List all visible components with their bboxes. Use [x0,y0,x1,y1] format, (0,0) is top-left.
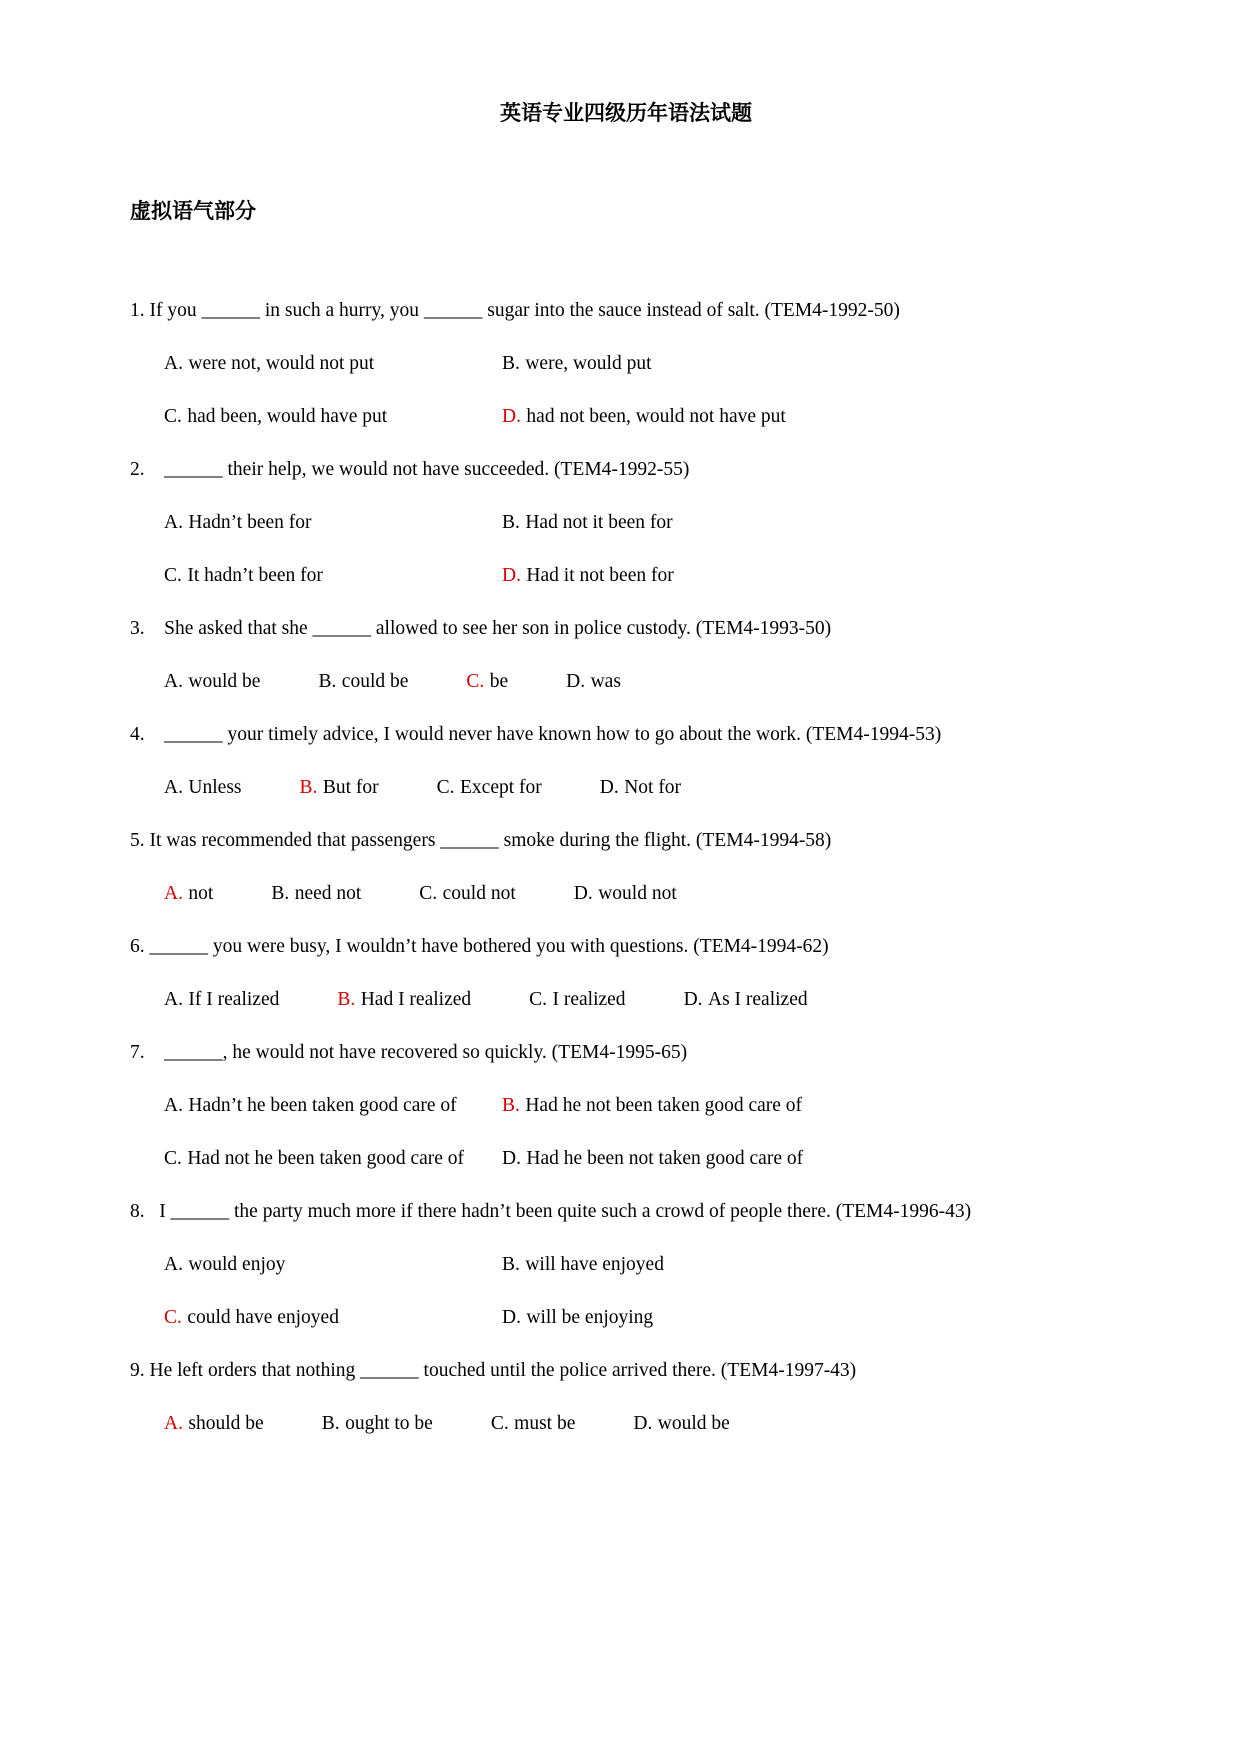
option-row [130,390,1122,443]
option-row [130,761,1122,814]
option-text: would enjoy [188,1254,286,1275]
option-row [130,1291,1122,1344]
option-row [130,1397,1122,1450]
option-letter: D. [502,406,521,427]
option-letter: C. [164,406,182,427]
question-block [130,602,1122,708]
option-letter: B. [318,671,337,692]
option-text: If I realized [188,989,280,1010]
option-row [130,867,1122,920]
option-letter: D. [599,777,619,798]
option-row [130,549,1122,602]
question-block [130,284,1122,443]
option [502,512,673,533]
question-stem: 6. ______ you were busy, I wouldn’t have bothered you with questions. (TEM4-1994-62) [130,936,829,957]
option-text: Not for [624,777,682,798]
option [164,1397,264,1450]
option-text: be [489,671,509,692]
option-text: should be [188,1413,264,1434]
option-text: had not been, would not have put [526,406,786,427]
question-block [130,1344,1122,1450]
page-title: 英语专业四级历年语法试题 [500,101,752,125]
option-letter: D. [633,1413,653,1434]
option-text: Had I realized [360,989,472,1010]
option-letter: A. [164,1095,183,1116]
option [502,565,674,586]
option-row [130,1238,1122,1291]
option [437,761,542,814]
option-letter: B. [502,1095,520,1116]
option [164,390,502,443]
option-text: were not, would not put [188,353,375,374]
option-letter: C. [436,777,455,798]
option-letter: C. [466,671,485,692]
option-text: Had he been not taken good care of [526,1148,804,1169]
option [164,1238,502,1291]
option-text: Except for [460,777,542,798]
option-row [130,496,1122,549]
option-text: must be [514,1413,576,1434]
option-text: would not [598,883,677,904]
option-text: could not [442,883,516,904]
option [600,761,681,814]
option [164,973,279,1026]
option-text: I realized [552,989,626,1010]
option-text: could have enjoyed [187,1307,339,1328]
question-stem: 7. ______, he would not have recovered so quickly. (TEM4-1995-65) [130,1042,688,1063]
option-text: need not [294,883,362,904]
option-letter: A. [164,883,183,904]
option-letter: D. [683,989,703,1010]
option [502,406,786,427]
option-letter: D. [502,565,521,586]
option-text: was [590,671,621,692]
section-heading: 虚拟语气部分 [130,199,256,223]
option-text: not [188,883,214,904]
question-block [130,1026,1122,1185]
option [337,973,471,1026]
option [574,867,677,920]
option-text: would be [188,671,261,692]
option-letter: B. [321,1413,340,1434]
option-text: will be enjoying [526,1307,654,1328]
question-block [130,708,1122,814]
option [419,867,515,920]
option-letter: D. [573,883,593,904]
option [502,1095,802,1116]
option-row [130,1079,1122,1132]
option [164,655,260,708]
question-stem: 5. It was recommended that passengers ______ smoke during the flight. (TEM4-1994-58) [130,830,832,851]
option [633,1397,729,1450]
option-text: Hadn’t he been taken good care of [188,1095,457,1116]
option [529,973,625,1026]
option-text: Had not it been for [525,512,673,533]
option-text: were, would put [525,353,652,374]
option-text: But for [322,777,379,798]
option-text: As I realized [707,989,808,1010]
option-text: Had not he been taken good care of [187,1148,465,1169]
option-letter: C. [164,1148,182,1169]
option [322,1397,433,1450]
question-stem: 2. ______ their help, we would not have succeeded. (TEM4-1992-55) [130,459,690,480]
option-row [130,655,1122,708]
option-letter: B. [502,353,520,374]
option-letter: A. [164,1413,183,1434]
option-letter: A. [164,512,183,533]
option-letter: D. [502,1148,521,1169]
question-stem: 4. ______ your timely advice, I would never have known how to go about the work. (TEM4-1994-53) [130,724,942,745]
option-text: Had it not been for [526,565,674,586]
option [318,655,408,708]
option-text: ought to be [345,1413,433,1434]
option-letter: D. [566,671,586,692]
option-letter: A. [164,989,183,1010]
option-letter: C. [164,1307,182,1328]
option [164,549,502,602]
option-row [130,1132,1122,1185]
option [491,1397,576,1450]
question-stem: 3. She asked that she ______ allowed to see her son in police custody. (TEM4-1993-50) [130,618,832,639]
option-letter: B. [502,1254,520,1275]
question-stem: 8. I ______ the party much more if there hadn’t been quite such a crowd of people there. (TEM4-1996-43) [130,1201,972,1222]
option-text: Hadn’t been for [188,512,312,533]
option [502,1254,664,1275]
option-text: had been, would have put [187,406,388,427]
option-text: could be [341,671,409,692]
option [502,1307,653,1328]
option [164,1291,502,1344]
option-letter: A. [164,777,183,798]
option-letter: B. [337,989,356,1010]
option [271,867,361,920]
option-letter: C. [419,883,438,904]
option [466,655,508,708]
option-letter: B. [271,883,290,904]
option [502,1148,803,1169]
question-block [130,443,1122,602]
option [566,655,621,708]
option [164,337,502,390]
option-text: It hadn’t been for [187,565,323,586]
option [164,1132,502,1185]
question-block [130,920,1122,1026]
option-text: Unless [188,777,242,798]
option-row [130,973,1122,1026]
option-row [130,337,1122,390]
option-letter: D. [502,1307,521,1328]
option-letter: C. [164,565,182,586]
option [164,1079,502,1132]
option-text: would be [657,1413,730,1434]
option-letter: B. [299,777,318,798]
option [164,867,213,920]
question-stem: 1. If you ______ in such a hurry, you ______ sugar into the sauce instead of salt. (TEM4-1992-50) [130,300,900,321]
option [502,353,652,374]
option [164,496,502,549]
option [164,761,242,814]
question-list [130,284,1122,1450]
option-text: Had he not been taken good care of [525,1095,803,1116]
option-letter: B. [502,512,520,533]
option-letter: A. [164,353,183,374]
option-letter: C. [490,1413,509,1434]
question-block [130,1185,1122,1344]
question-stem: 9. He left orders that nothing ______ touched until the police arrived there. (TEM4-1997-43) [130,1360,857,1381]
option [684,973,808,1026]
option-letter: C. [529,989,548,1010]
option-text: will have enjoyed [525,1254,664,1275]
question-block [130,814,1122,920]
option-letter: A. [164,671,183,692]
option-letter: A. [164,1254,183,1275]
option [300,761,379,814]
